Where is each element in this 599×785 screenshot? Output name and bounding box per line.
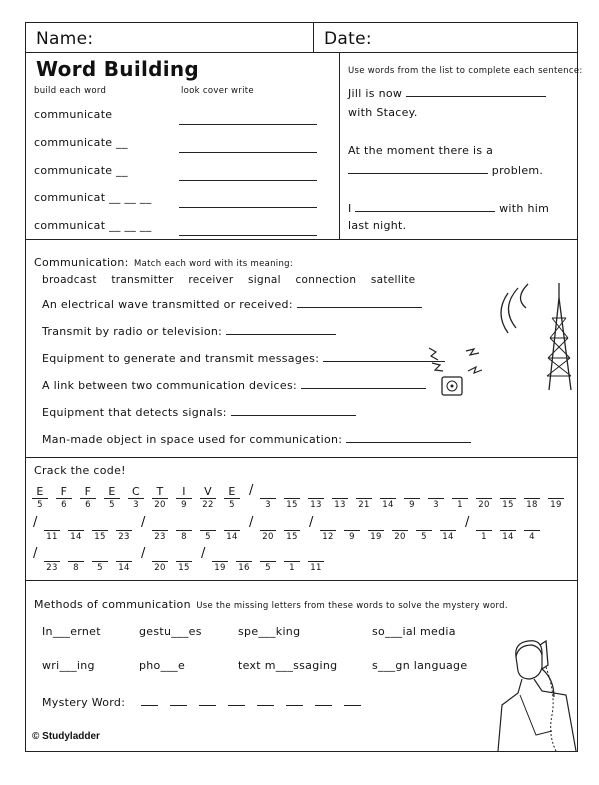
meaning-row-3	[42, 378, 426, 392]
word-separator: /	[141, 546, 146, 561]
meaning-text-1: Transmit by radio or television:	[42, 325, 223, 338]
code-letter[interactable]: V	[200, 485, 216, 499]
meaning-text-4: Equipment that detects signals:	[42, 406, 227, 419]
mystery-letter-blank[interactable]	[344, 695, 361, 706]
code-cell[interactable]	[152, 517, 168, 542]
code-cell[interactable]	[236, 548, 252, 573]
code-cell[interactable]	[200, 517, 216, 542]
code-number: 15	[178, 563, 190, 573]
sentence-1	[348, 86, 546, 100]
code-letter[interactable]: T	[152, 485, 168, 499]
code-letter[interactable]	[68, 517, 84, 531]
code-letter[interactable]	[260, 548, 276, 562]
code-letter[interactable]	[380, 485, 396, 499]
code-cell[interactable]	[476, 485, 492, 510]
code-letter[interactable]	[524, 485, 540, 499]
tower-illustration	[486, 278, 576, 398]
code-cell[interactable]	[224, 485, 240, 510]
code-number: 23	[46, 563, 58, 573]
mystery-letter-blank[interactable]	[141, 695, 158, 706]
code-cell[interactable]	[44, 548, 60, 573]
code-cell[interactable]	[548, 485, 564, 510]
date-label: Date:	[324, 29, 372, 49]
code-cell[interactable]	[308, 485, 324, 510]
code-number: 1	[289, 563, 295, 573]
word-building-row-0: communicate	[34, 108, 113, 121]
code-letter[interactable]	[308, 485, 324, 499]
sentence-1-blank[interactable]	[406, 86, 546, 97]
sentence-3-start: I	[348, 202, 352, 215]
code-cell[interactable]	[284, 485, 300, 510]
code-number: 16	[238, 563, 250, 573]
code-cell[interactable]	[44, 517, 60, 542]
meaning-text-2: Equipment to generate and transmit messages:	[42, 352, 320, 365]
code-number: 5	[229, 500, 235, 510]
word-broadcast: broadcast	[42, 274, 97, 286]
code-number: 21	[358, 500, 370, 510]
sentence-2-end: problem.	[491, 164, 544, 177]
mystery-letter-blank[interactable]	[315, 695, 332, 706]
sentence-3-end: last night.	[348, 219, 407, 232]
meaning-text-3: A link between two communication devices:	[42, 379, 298, 392]
word-building-row-2: communicate __	[34, 164, 128, 177]
code-number: 4	[529, 532, 535, 542]
code-number: 20	[154, 500, 166, 510]
code-letter[interactable]: E	[32, 485, 48, 499]
word-building-row-3: communicat __ __ __	[34, 191, 152, 204]
code-letter[interactable]: E	[104, 485, 120, 499]
meaning-row-5	[42, 432, 471, 446]
code-letter[interactable]	[176, 548, 192, 562]
code-number: 14	[442, 532, 454, 542]
code-number: 5	[421, 532, 427, 542]
meaning-answer-1[interactable]	[226, 324, 336, 335]
code-number: 14	[70, 532, 82, 542]
code-letter[interactable]: E	[224, 485, 240, 499]
code-cell[interactable]	[524, 485, 540, 510]
code-number: 20	[154, 563, 166, 573]
code-cell[interactable]	[80, 485, 96, 510]
code-number: 23	[154, 532, 166, 542]
code-letter[interactable]	[344, 517, 360, 531]
code-cell[interactable]	[224, 517, 240, 542]
word-building-row-1: communicate __	[34, 136, 128, 149]
code-number: 9	[349, 532, 355, 542]
code-cell[interactable]	[68, 517, 84, 542]
code-cell[interactable]	[500, 517, 516, 542]
mystery-letter-blank[interactable]	[286, 695, 303, 706]
sentence-3-mid: with him	[499, 202, 550, 215]
code-letter[interactable]	[224, 517, 240, 531]
meaning-text-0: An electrical wave transmitted or received:	[42, 298, 293, 311]
code-letter[interactable]	[308, 548, 324, 562]
code-letter[interactable]	[416, 517, 432, 531]
methods-instruction: Use the missing letters from these words to solve the mystery word.	[196, 601, 508, 611]
word-separator: /	[309, 515, 314, 530]
communication-section	[34, 251, 293, 270]
code-cell[interactable]	[104, 485, 120, 510]
code-number: 5	[37, 500, 43, 510]
code-cell[interactable]	[68, 548, 84, 573]
code-letter[interactable]	[284, 548, 300, 562]
sentence-2	[348, 163, 543, 177]
code-cell[interactable]	[320, 517, 336, 542]
code-cell[interactable]	[416, 517, 432, 542]
code-letter[interactable]	[404, 485, 420, 499]
code-cell[interactable]	[152, 485, 168, 510]
write-line-4[interactable]	[179, 225, 317, 236]
code-cell[interactable]	[392, 517, 408, 542]
code-letter[interactable]	[44, 517, 60, 531]
code-cell[interactable]	[176, 517, 192, 542]
code-letter[interactable]	[500, 485, 516, 499]
code-number: 5	[97, 563, 103, 573]
mystery-letter-blank[interactable]	[170, 695, 187, 706]
mystery-letter-blank[interactable]	[257, 695, 274, 706]
code-number: 6	[61, 500, 67, 510]
code-number: 11	[310, 563, 322, 573]
code-letter[interactable]	[260, 485, 276, 499]
code-cell[interactable]	[368, 517, 384, 542]
code-number: 8	[181, 532, 187, 542]
sentence-2-blank[interactable]	[348, 163, 488, 174]
code-number: 22	[202, 500, 214, 510]
method-word-speaking: spe___king	[238, 625, 301, 638]
code-letter[interactable]	[440, 517, 456, 531]
communication-instruction: Match each word with its meaning:	[134, 259, 294, 269]
methods-heading	[34, 593, 508, 612]
word-separator: /	[33, 515, 38, 530]
sentence-1-start: Jill is now	[348, 87, 403, 100]
code-cell[interactable]	[212, 548, 228, 573]
word-list	[42, 274, 415, 286]
code-cell[interactable]	[128, 485, 144, 510]
code-letter[interactable]	[200, 517, 216, 531]
sentence-instruction: Use words from the list to complete each sentence:	[348, 66, 583, 76]
code-number: 11	[46, 532, 58, 542]
code-cell[interactable]	[260, 517, 276, 542]
code-number: 14	[382, 500, 394, 510]
mystery-label: Mystery Word:	[42, 696, 126, 709]
code-letter[interactable]	[116, 517, 132, 531]
code-letter[interactable]	[476, 517, 492, 531]
code-letter[interactable]	[368, 517, 384, 531]
code-cell[interactable]	[404, 485, 420, 510]
meaning-row-1	[42, 324, 336, 338]
code-letter[interactable]	[284, 517, 300, 531]
method-word-internet: In___ernet	[42, 625, 101, 638]
meaning-row-4	[42, 405, 356, 419]
code-number: 3	[433, 500, 439, 510]
code-number: 9	[181, 500, 187, 510]
method-word-social-media: so___ial media	[372, 625, 456, 638]
mystery-letter-blank[interactable]	[228, 695, 245, 706]
meaning-row-0	[42, 297, 422, 311]
code-cell[interactable]	[332, 485, 348, 510]
word-connection: connection	[295, 274, 357, 286]
code-cell[interactable]	[260, 548, 276, 573]
footer-brand	[32, 731, 100, 742]
code-number: 20	[262, 532, 274, 542]
word-separator: /	[249, 483, 254, 498]
code-number: 3	[133, 500, 139, 510]
code-cell[interactable]	[284, 517, 300, 542]
method-word-phone: pho___e	[139, 659, 186, 672]
code-number: 23	[118, 532, 130, 542]
code-letter[interactable]	[428, 485, 444, 499]
code-number: 19	[550, 500, 562, 510]
code-letter[interactable]	[176, 517, 192, 531]
code-number: 12	[322, 532, 334, 542]
code-number: 14	[118, 563, 130, 573]
code-cell[interactable]	[356, 485, 372, 510]
code-number: 3	[265, 500, 271, 510]
sentence-3	[348, 201, 549, 215]
methods-title: Methods of communication	[34, 598, 191, 611]
word-separator: /	[141, 515, 146, 530]
code-cell[interactable]	[152, 548, 168, 573]
code-letter[interactable]	[236, 548, 252, 562]
copyright-icon: ©	[32, 731, 40, 742]
meaning-answer-4[interactable]	[231, 405, 356, 416]
method-word-gestures: gestu___es	[139, 625, 202, 638]
code-cell[interactable]	[380, 485, 396, 510]
code-number: 15	[286, 532, 298, 542]
code-cell[interactable]	[56, 485, 72, 510]
write-line-0[interactable]	[179, 114, 317, 125]
code-number: 13	[310, 500, 322, 510]
code-number: 14	[226, 532, 238, 542]
code-cell[interactable]	[428, 485, 444, 510]
code-cell[interactable]	[500, 485, 516, 510]
mystery-letter-blank[interactable]	[199, 695, 216, 706]
code-letter[interactable]	[260, 517, 276, 531]
code-cell[interactable]	[116, 517, 132, 542]
code-number: 15	[502, 500, 514, 510]
code-letter[interactable]	[44, 548, 60, 562]
word-satellite: satellite	[370, 274, 416, 286]
code-number: 18	[526, 500, 538, 510]
code-number: 1	[457, 500, 463, 510]
code-cell[interactable]	[308, 548, 324, 573]
code-number: 8	[73, 563, 79, 573]
meaning-text-5: Man-made object in space used for communication:	[42, 433, 343, 446]
code-cell[interactable]	[440, 517, 456, 542]
code-letter[interactable]	[92, 517, 108, 531]
code-cell[interactable]	[176, 548, 192, 573]
meaning-answer-0[interactable]	[297, 297, 422, 308]
code-cell[interactable]	[116, 548, 132, 573]
worksheet	[25, 22, 583, 752]
code-number: 6	[85, 500, 91, 510]
person-on-phone-illustration	[496, 635, 580, 753]
code-cell[interactable]	[260, 485, 276, 510]
code-number: 19	[370, 532, 382, 542]
word-separator: /	[249, 515, 254, 530]
code-cell[interactable]	[92, 548, 108, 573]
code-number: 15	[286, 500, 298, 510]
meaning-answer-5[interactable]	[346, 432, 471, 443]
sentence-3-blank[interactable]	[355, 201, 495, 212]
code-letter[interactable]	[356, 485, 372, 499]
code-letter[interactable]	[284, 485, 300, 499]
sentence-2-start: At the moment there is a	[348, 144, 494, 157]
code-number: 5	[265, 563, 271, 573]
code-cell[interactable]	[176, 485, 192, 510]
word-receiver: receiver	[188, 274, 234, 286]
code-letter[interactable]	[332, 485, 348, 499]
brand-name: Studyladder	[42, 731, 100, 742]
word-separator: /	[465, 515, 470, 530]
code-letter[interactable]	[116, 548, 132, 562]
code-number: 13	[334, 500, 346, 510]
code-cell[interactable]	[452, 485, 468, 510]
code-letter[interactable]	[68, 548, 84, 562]
code-letter[interactable]: F	[56, 485, 72, 499]
code-number: 20	[394, 532, 406, 542]
meaning-answer-3[interactable]	[301, 378, 426, 389]
code-letter[interactable]: C	[128, 485, 144, 499]
code-cell[interactable]	[524, 517, 540, 542]
code-number: 20	[478, 500, 490, 510]
sentence-1-end: with Stacey.	[348, 106, 418, 119]
word-signal: signal	[248, 274, 281, 286]
name-label: Name:	[36, 29, 94, 49]
communication-title: Communication:	[34, 256, 129, 269]
code-number: 5	[109, 500, 115, 510]
code-letter[interactable]	[212, 548, 228, 562]
write-line-2[interactable]	[179, 170, 317, 181]
radio-receiver-illustration	[424, 343, 486, 401]
code-number: 1	[481, 532, 487, 542]
word-building-row-4: communicat __ __ __	[34, 219, 152, 232]
code-letter[interactable]	[392, 517, 408, 531]
code-number: 19	[214, 563, 226, 573]
method-word-writing: wri___ing	[42, 659, 95, 672]
code-cell[interactable]	[344, 517, 360, 542]
code-letter[interactable]	[152, 517, 168, 531]
code-letter[interactable]	[524, 517, 540, 531]
code-number: 5	[205, 532, 211, 542]
write-line-1[interactable]	[179, 142, 317, 153]
code-letter[interactable]	[500, 517, 516, 531]
code-letter[interactable]	[476, 485, 492, 499]
look-cover-write-header: look cover write	[181, 86, 254, 96]
code-letter[interactable]	[92, 548, 108, 562]
code-letter[interactable]	[320, 517, 336, 531]
meaning-row-2	[42, 351, 445, 365]
code-cell[interactable]	[92, 517, 108, 542]
word-transmitter: transmitter	[111, 274, 174, 286]
method-word-text-messaging: text m___ssaging	[238, 659, 338, 672]
code-number: 9	[409, 500, 415, 510]
word-separator: /	[201, 546, 206, 561]
crack-title: Crack the code!	[34, 464, 126, 477]
method-word-sign-language: s___gn language	[372, 659, 468, 672]
code-cell[interactable]	[476, 517, 492, 542]
mystery-word	[42, 695, 361, 709]
write-line-3[interactable]	[179, 197, 317, 208]
word-building-title: Word Building	[36, 57, 200, 81]
code-number: 15	[94, 532, 106, 542]
code-letter[interactable]: F	[80, 485, 96, 499]
code-cell[interactable]	[284, 548, 300, 573]
code-cell[interactable]	[200, 485, 216, 510]
code-letter[interactable]	[452, 485, 468, 499]
code-letter[interactable]: I	[176, 485, 192, 499]
word-separator: /	[33, 546, 38, 561]
code-number: 14	[502, 532, 514, 542]
code-letter[interactable]	[152, 548, 168, 562]
code-letter[interactable]	[548, 485, 564, 499]
build-header: build each word	[34, 86, 107, 96]
code-cell[interactable]	[32, 485, 48, 510]
